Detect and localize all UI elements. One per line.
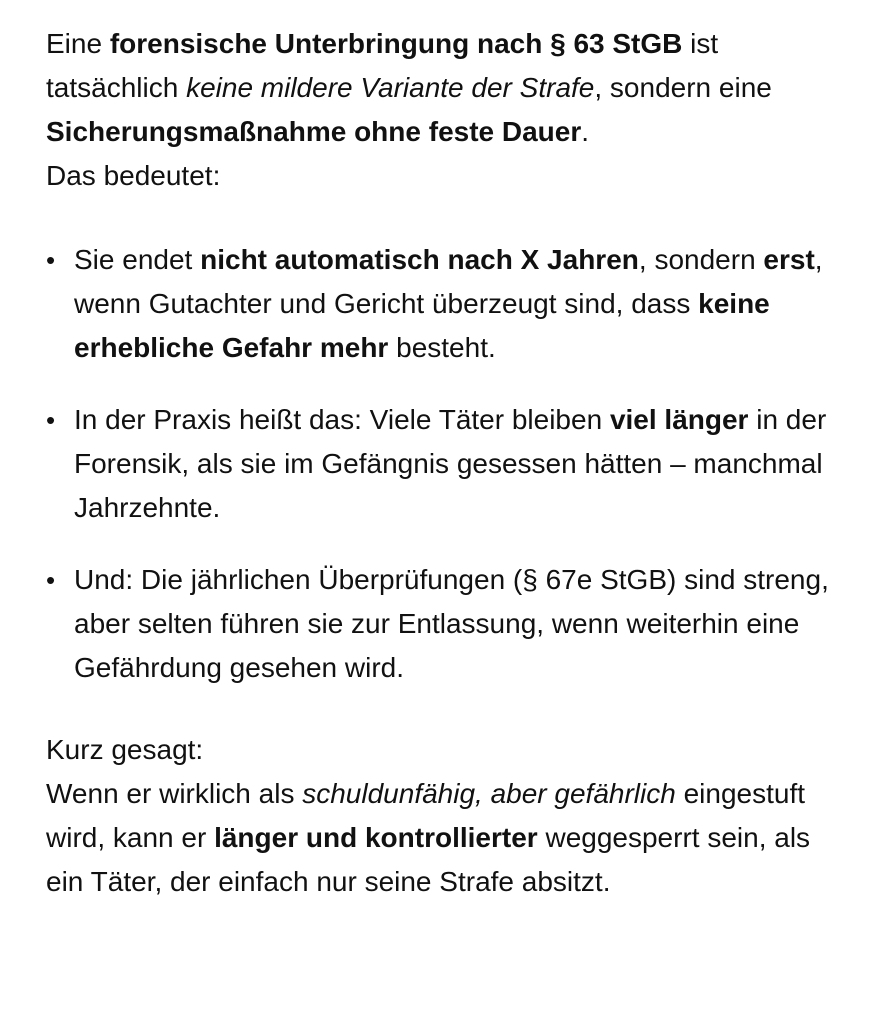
intro-bold-section: forensische Unterbringung nach § 63 StGB [109,28,683,59]
bullet-text: besteht. [388,332,496,363]
summary-italic-phrase: schuldunfähig, aber gefährlich [302,778,676,809]
intro-bold-measure: Sicherungsmaßnahme ohne feste Dauer [46,116,582,147]
bullet-text: , sondern [638,244,764,275]
summary-text: eingestuft wird, kann er [46,778,806,853]
bullet-bold: viel länger [609,404,749,435]
intro-text: ist tatsächlich [46,28,719,103]
bullet-text: Und: Die jährlichen Überprüfungen (§ 67e StGB) sind streng, aber selten führen sie zur Entlassung, wenn weiterhin eine Gefährdung gesehen wird. [74,564,829,683]
list-item [46,398,836,530]
bullet-icon: • [46,565,56,595]
bullet-icon: • [46,405,56,435]
bullet-list [46,238,836,690]
bullet-text: In der Praxis heißt das: Viele Täter bleiben [74,404,610,435]
summary-bold-phrase: länger und kontrollierter [214,822,538,853]
list-item [46,238,836,370]
bullet-text: in der Forensik, als sie im Gefängnis gesessen hätten – manchmal Jahrzehnte. [74,404,827,523]
bullet-icon: • [46,245,56,275]
message-body [46,22,836,904]
intro-paragraph [46,22,836,198]
bullet-bold: erst [763,244,815,275]
intro-lead-in: Das bedeutet: [46,160,221,191]
bullet-bold: nicht automatisch nach X Jahren [200,244,639,275]
bullet-text: , wenn Gutachter und Gericht überzeugt sind, dass [74,244,823,319]
list-item [46,558,836,690]
summary-text: weggesperrt sein, als ein Täter, der einfach nur seine Strafe absitzt. [46,822,811,897]
summary-heading: Kurz gesagt: [46,734,204,765]
bullet-bold: keine erhebliche Gefahr mehr [74,288,770,363]
intro-text: . [581,116,590,147]
bullet-text: Sie endet [74,244,201,275]
intro-italic-phrase: keine mildere Variante der Strafe [186,72,595,103]
summary-paragraph [46,728,836,904]
intro-text: , sondern eine [594,72,772,103]
summary-text: Wenn er wirklich als [46,778,303,809]
intro-text: Eine [46,28,110,59]
